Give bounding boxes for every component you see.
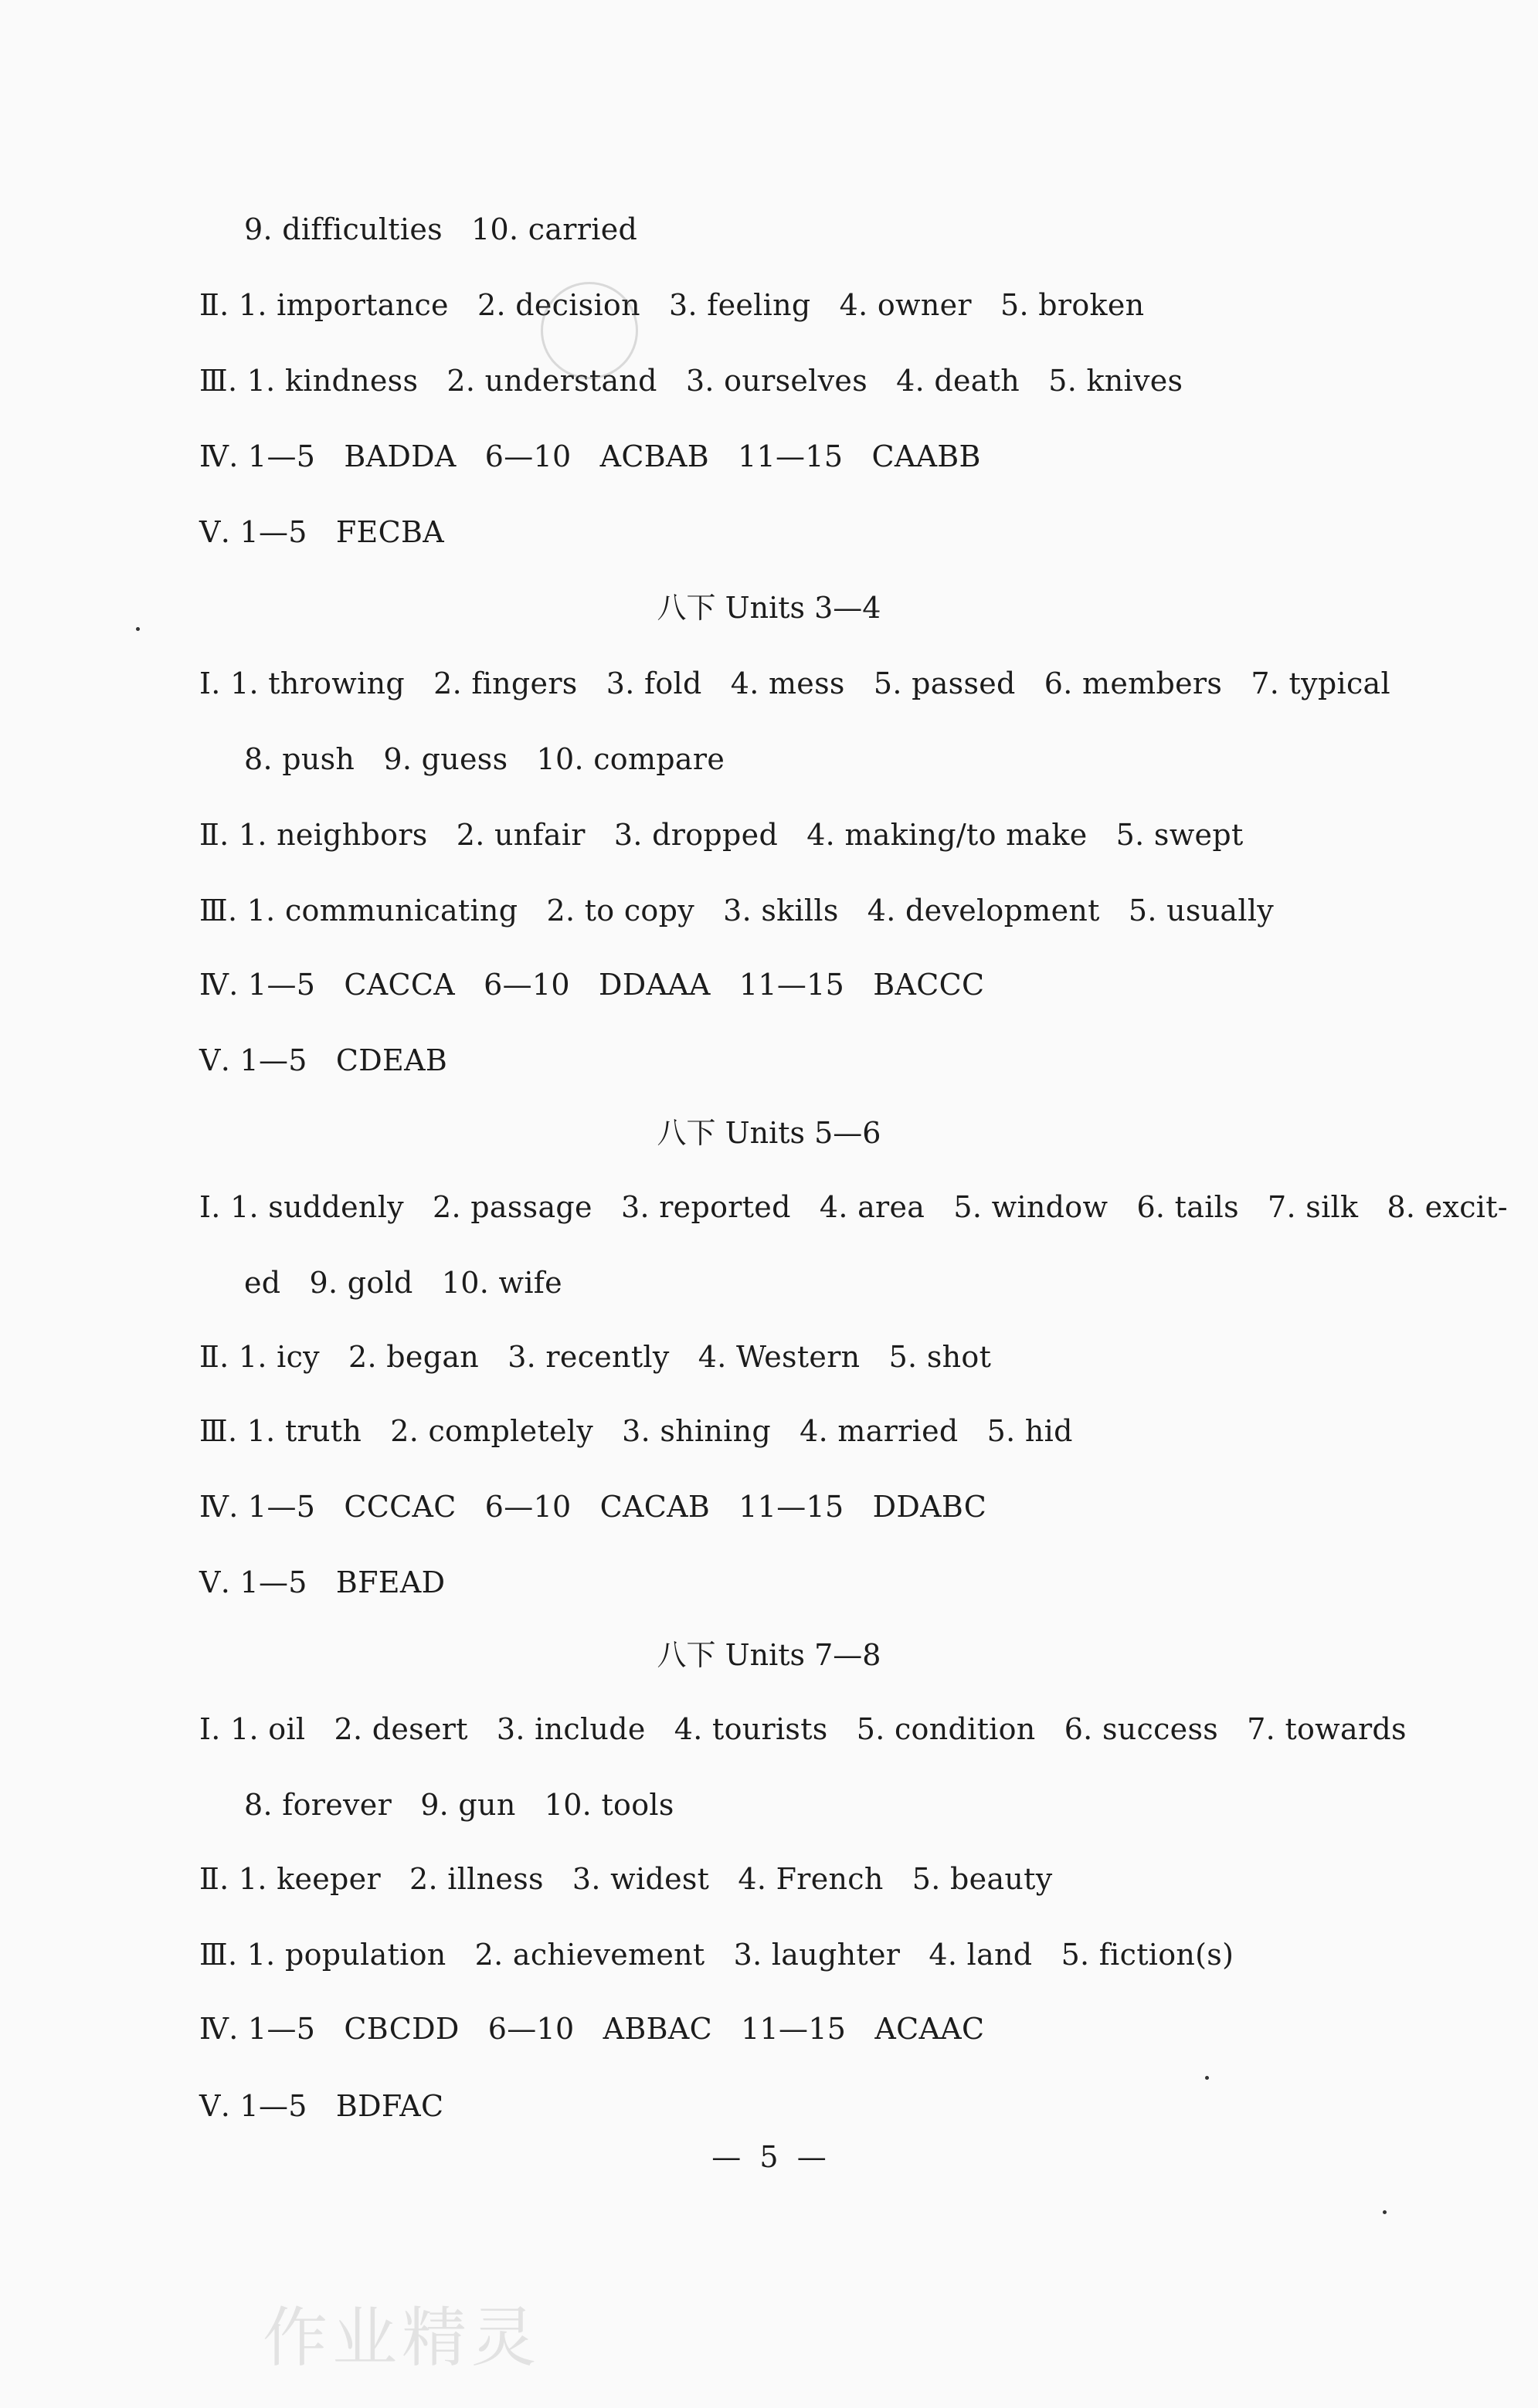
answer-line: Ⅰ. 1. throwing 2. fingers 3. fold 4. mess 5. passed 6. members 7. typical [199,666,1390,700]
answer-line: Ⅰ. 1. suddenly 2. passage 3. reported 4. area 5. window 6. tails 7. silk 8. excit- [199,1190,1508,1224]
section-heading: 八下 Units 5—6 [657,1116,881,1150]
answer-line: Ⅳ. 1—5 CBCDD 6—10 ABBAC 11—15 ACAAC [199,2012,985,2046]
answer-line: 8. push 9. guess 10. compare [244,742,725,776]
answer-line: Ⅱ. 1. keeper 2. illness 3. widest 4. French 5. beauty [199,1862,1053,1896]
answer-line: 9. difficulties 10. carried [244,212,638,246]
answer-line: Ⅲ. 1. kindness 2. understand 3. ourselves 4. death 5. knives [199,364,1183,398]
answer-line: Ⅱ. 1. importance 2. decision 3. feeling 4. owner 5. broken [199,288,1145,322]
answer-line: Ⅴ. 1—5 CDEAB [199,1043,448,1077]
answer-line: Ⅲ. 1. communicating 2. to copy 3. skills 4. development 5. usually [199,894,1275,928]
page-number: — 5 — [711,2140,827,2174]
answer-line: Ⅱ. 1. neighbors 2. unfair 3. dropped 4. making/to make 5. swept [199,818,1244,852]
scan-speck [136,627,140,631]
answer-line: Ⅴ. 1—5 BFEAD [199,1565,446,1599]
answer-line: 8. forever 9. gun 10. tools [244,1788,674,1822]
answer-line: Ⅴ. 1—5 BDFAC [199,2089,444,2123]
answer-line: ed 9. gold 10. wife [244,1266,562,1300]
watermark-logo: 作业精灵 [263,2300,542,2376]
answer-line: Ⅴ. 1—5 FECBA [199,515,444,549]
section-heading: 八下 Units 7—8 [657,1638,881,1672]
answer-line: Ⅰ. 1. oil 2. desert 3. include 4. tourists 5. condition 6. success 7. towards [199,1712,1407,1746]
answer-line: Ⅳ. 1—5 CACCA 6—10 DDAAA 11—15 BACCC [199,968,985,1002]
section-heading: 八下 Units 3—4 [657,591,881,625]
answer-line: Ⅲ. 1. truth 2. completely 3. shining 4. married 5. hid [199,1414,1073,1448]
answer-line: Ⅲ. 1. population 2. achievement 3. laughter 4. land 5. fiction(s) [199,1938,1234,1972]
scan-speck [1205,2076,1209,2080]
answer-line: Ⅳ. 1—5 BADDA 6—10 ACBAB 11—15 CAABB [199,439,981,473]
scan-speck [1383,2210,1387,2214]
answer-line: Ⅱ. 1. icy 2. began 3. recently 4. Western 5. shot [199,1340,992,1374]
answer-line: Ⅳ. 1—5 CCCAC 6—10 CACAB 11—15 DDABC [199,1490,987,1524]
